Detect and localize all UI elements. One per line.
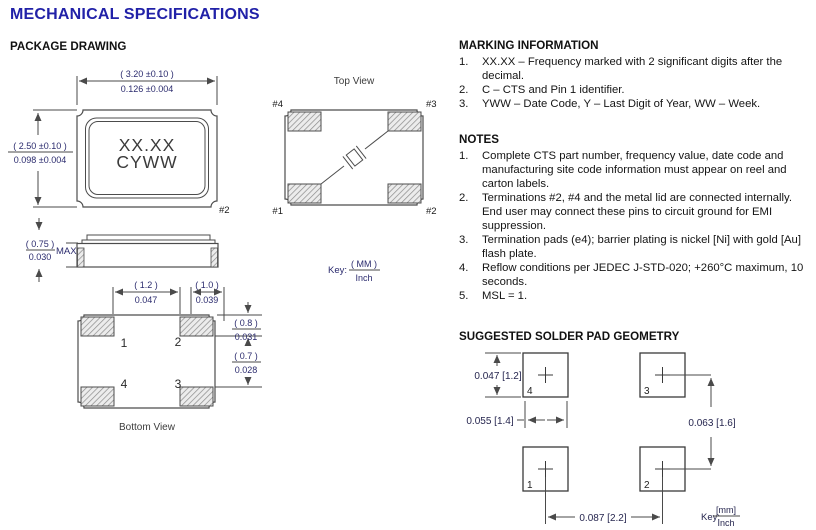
item-number: 1. [459,150,469,162]
solder-pads [523,353,685,491]
package-drawing-heading: PACKAGE DRAWING [10,40,127,53]
solder-pad-geometry-figure [455,345,815,530]
item-number: 2. [459,84,469,96]
width-mm-label: ( 3.20 ±0.10 ) [120,69,174,79]
marking-datecode-text: CYWW [116,152,178,172]
item-text: XX.XX – Frequency marked with 2 significant digits after the decimal. [482,56,786,82]
vertical-pitch-label: 0.063 [1.6] [688,418,736,429]
item-text: C – CTS and Pin 1 identifier. [482,84,625,96]
page-title: MECHANICAL SPECIFICATIONS [10,6,260,23]
side-height-inch-label: 0.030 [28,252,52,262]
solder-key-denominator: Inch [717,518,735,528]
top-pad1-hatch [288,184,321,203]
marking-view [8,69,230,216]
height-inch-label: 0.098 ±0.004 [13,155,67,165]
notes-heading: NOTES [459,133,499,146]
item-number: 3. [459,234,469,246]
pad-width-dimension [517,401,567,428]
top-pad2-hatch [388,184,421,203]
dim-d-inch-label: 0.028 [234,365,258,375]
solder-pad-geometry-heading: SUGGESTED SOLDER PAD GEOMETRY [459,330,680,343]
top-pad1-label: #1 [272,206,283,217]
item-text: Reflow conditions per JEDEC J-STD-020; +260°C maximum, 10 seconds. [482,262,807,288]
list-item [459,261,812,289]
pad2-corner-label: #2 [219,205,230,216]
height-mm-label: ( 2.50 ±0.10 ) [13,141,67,151]
marking-information-section [459,39,812,111]
top-pad2-label: #2 [426,206,437,217]
item-text: Terminations #2, #4 and the metal lid are connected internally. End user may connect these pins to circuit ground for EMI suppression. [482,192,799,232]
dim-b-mm-label: ( 1.0 ) [195,280,219,290]
solder-key-numerator: [mm] [716,505,736,515]
solder-units-key [701,505,740,528]
item-text: Termination pads (e4); barrier plating is nickel [Ni] with gold [Au] flash plate. [482,234,805,260]
bottom-pad4-hatch [81,387,114,406]
dim-d-mm-label: ( 0.7 ) [234,351,258,361]
list-item [459,191,812,233]
item-number: 5. [459,290,469,302]
notes-list [459,149,812,303]
item-number: 4. [459,262,469,274]
key-numerator: ( MM ) [351,259,377,269]
list-item [459,149,812,191]
top-view [272,76,436,217]
solder-pad3-number: 3 [644,386,650,397]
bottom-view [78,280,262,433]
side-height-mm-label: ( 0.75 ) [25,239,55,249]
horizontal-pitch-label: 0.087 [2.2] [579,513,627,524]
side-lid-step1 [87,235,210,240]
list-item [459,97,812,111]
bottom-view-label: Bottom View [119,422,175,433]
marking-information-heading: MARKING INFORMATION [459,39,599,52]
item-number: 2. [459,192,469,204]
item-text: YWW – Date Code, Y – Last Digit of Year, WW – Week. [482,98,761,110]
marking-information-list [459,55,812,111]
bottom-pin2-number: 2 [174,335,182,349]
dim-a-inch-label: 0.047 [134,295,158,305]
side-pad-left-hatch [78,248,85,267]
top-pad4-label: #4 [272,99,283,110]
bottom-pad1-hatch [81,317,114,336]
top-view-label: Top View [333,76,375,87]
side-view [26,218,218,282]
key-denominator: Inch [355,273,373,283]
dim-b-inch-label: 0.039 [195,295,219,305]
pad-height-label: 0.047 [1.2] [474,371,522,382]
side-pad-right-hatch [211,248,218,267]
package-drawing-figure [0,55,455,477]
dim-a-mm-label: ( 1.2 ) [134,280,158,290]
side-max-label: MAX [56,246,77,257]
item-text: MSL = 1. [482,290,528,302]
list-item [459,83,812,97]
width-inch-label: 0.126 ±0.004 [120,84,174,94]
dim-c-inch-label: 0.031 [234,332,258,342]
item-number: 1. [459,56,469,68]
top-pad3-label: #3 [426,99,437,110]
marking-frequency-text: XX.XX [118,135,176,155]
bottom-pin4-number: 4 [120,377,128,391]
bottom-pad3-hatch [180,387,213,406]
item-number: 3. [459,98,469,110]
item-text: Complete CTS part number, frequency value, date code and manufacturing site code information must appear on reel and carton labels. [482,150,790,190]
list-item [459,55,812,83]
bottom-pad2-hatch [180,317,213,336]
solder-key-label: Key: [701,512,721,523]
solder-pad2-number: 2 [644,480,650,491]
list-item [459,233,812,261]
side-body [77,244,218,268]
list-item [459,289,812,303]
key-label: Key: [328,265,348,276]
bottom-pin3-number: 3 [174,377,182,391]
units-key [328,259,380,283]
top-pad3-hatch [388,112,421,131]
top-pad4-hatch [288,112,321,131]
pad-width-label: 0.055 [1.4] [466,416,514,427]
bottom-pin1-number: 1 [120,336,128,350]
solder-pad1-number: 1 [527,480,533,491]
solder-pad4-number: 4 [527,386,533,397]
dim-c-mm-label: ( 0.8 ) [234,318,258,328]
notes-section [459,133,812,303]
